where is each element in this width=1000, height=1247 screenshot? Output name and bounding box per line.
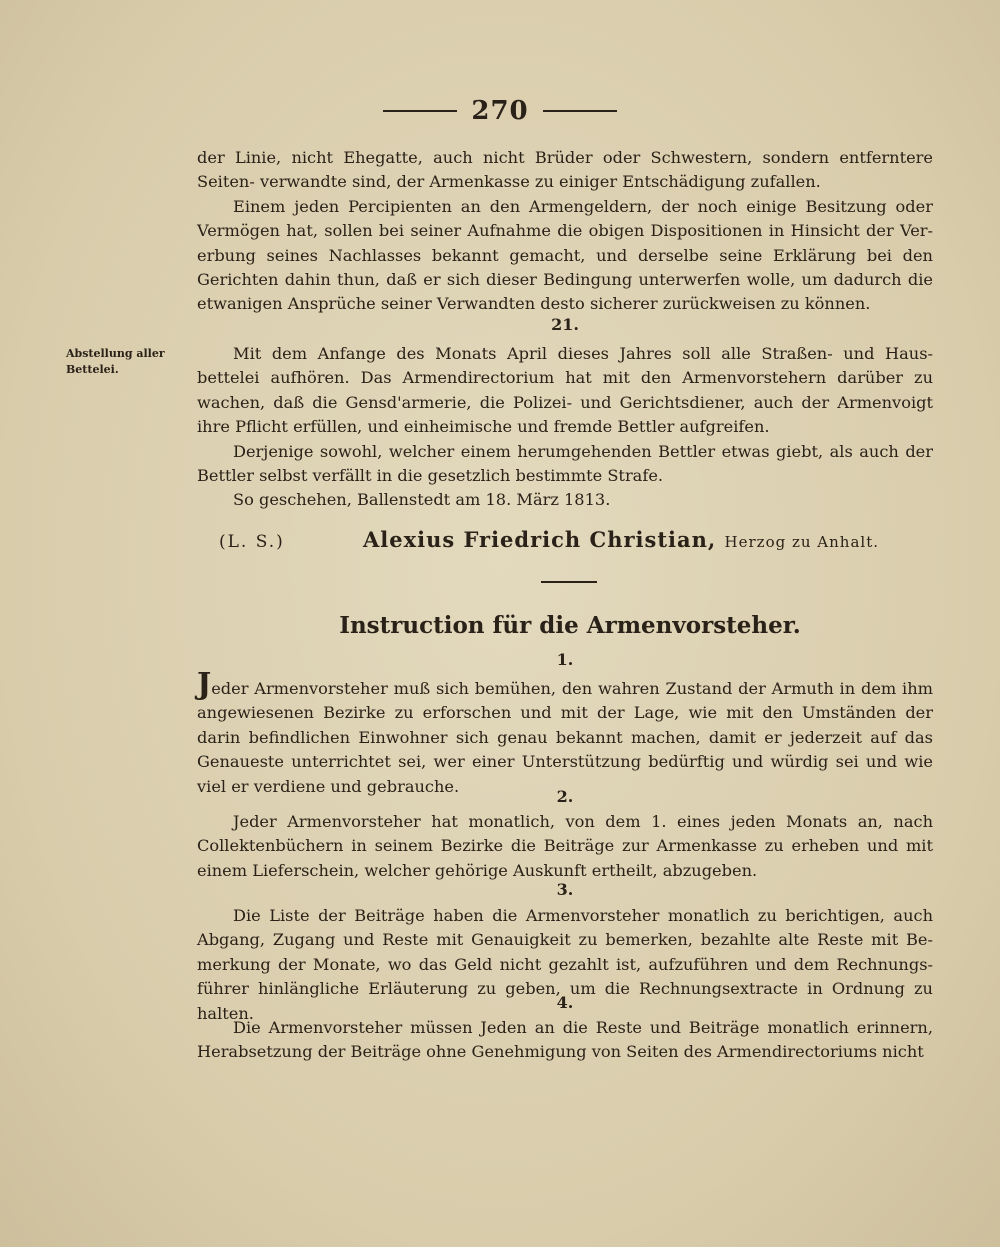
instruction-heading: Instruction für die Armenvorsteher. (339, 612, 801, 639)
seal-mark: (L. S.) (219, 532, 285, 552)
instruction-number-4: 4. (556, 993, 574, 1012)
section-21-text (197, 342, 933, 513)
instruction-4-text: Die Armenvorsteher müssen Jeden an die Reste und Beiträge monatlich erinnern, Herabsetzung der Beiträge ohne Genehmigung von Seiten des Armendirectoriums nicht (197, 1018, 933, 1062)
paragraph-bettelei: Mit dem Anfange des Monats April dieses Jahres soll alle Straßen- und Haus- bettelei aufhören. Das Armendirectorium hat mit den Armenvorstehern darüber zu wachen, daß die Gensd'armerie, die Polizei- und Gerichtsdiener, auch der Armenvoigt ihre Pflicht erfüllen, und einheimische und fremde Bettler aufgreifen. (197, 344, 933, 437)
instruction-number-3: 3. (556, 880, 574, 899)
instruction-2 (197, 810, 933, 883)
top-paragraphs (197, 146, 933, 317)
margin-note: Abstellung aller Bettelei. (66, 347, 165, 376)
instruction-number-2: 2. (556, 787, 574, 806)
header-rule-left (383, 110, 457, 112)
instruction-3-text: Die Liste der Beiträge haben die Armenvorsteher monatlich zu berichtigen, auch Abgang, Zugang und Reste mit Genauigkeit zu bemerken, bezahlte alte Reste mit Be- merkung der Monate, wo das Geld nicht gezahlt ist, aufzuführen und dem Rechnungs- führer hinlängliche Erläuterung zu geben, um die Rechnungsextracte in Ordnung zu halten. (197, 906, 933, 1023)
paragraph-date: So geschehen, Ballenstedt am 18. März 1813. (233, 490, 611, 510)
page-number: 270 (471, 96, 529, 126)
signature-name: Alexius Friedrich Christian, (362, 527, 717, 552)
section-number-21: 21. (551, 315, 579, 334)
paragraph-percipienten: Einem jeden Percipienten an den Armengeldern, der noch einige Besitzung oder Vermögen hat, sollen bei seiner Aufnahme die obigen Dispositionen in Hinsicht der Ver- erbung seines Nachlasses bekannt gemacht, und derselbe seine Erklärung bei den Gerichten dahin thun, daß er sich dieser Bedingung unterwerfen wolle, um dadurch die etwanigen Ansprüche seiner Verwandten desto sicherer zurückweisen zu können. (197, 196, 933, 314)
signature-line (219, 527, 879, 552)
drop-cap: J (197, 667, 212, 702)
instruction-number-1: 1. (556, 650, 574, 669)
instruction-4 (197, 1016, 933, 1065)
page-header (0, 96, 1000, 126)
header-rule-right (543, 110, 617, 112)
instruction-1-body: eder Armenvorsteher muß sich bemühen, den wahren Zustand der Armuth in dem ihm angewiesenen Bezirke zu erforschen und mit der Lage, wie mit den Umständen der darin befindlichen Einwohner sich genau bekannt machen, damit er jederzeit auf das Genaueste unterrichtet sei, wer einer Unterstützung bedürftig und würdig sei und wie viel er verdiene und gebrauche. (197, 679, 933, 796)
signature-title: Herzog zu Anhalt. (724, 533, 879, 551)
signature (363, 527, 879, 552)
paragraph-continuation: der Linie, nicht Ehegatte, auch nicht Brüder oder Schwestern, sondern entferntere Seiten- verwandte sind, der Armenkasse zu einiger Entschädigung zufallen. (197, 148, 933, 192)
instruction-1 (197, 667, 933, 799)
instruction-2-text: Jeder Armenvorsteher hat monatlich, von dem 1. eines jeden Monats an, nach Collektenbüchern in seinem Bezirke die Beiträge zur Armenkasse zu erheben und mit einem Lieferschein, welcher gehörige Auskunft ertheilt, abzugeben. (197, 812, 933, 880)
section-divider (541, 581, 597, 583)
instruction-1-text (197, 667, 933, 799)
paragraph-strafe: Derjenige sowohl, welcher einem herumgehenden Bettler etwas giebt, als auch der Bettler selbst verfällt in die gesetzlich bestimmte Strafe. (197, 441, 933, 486)
